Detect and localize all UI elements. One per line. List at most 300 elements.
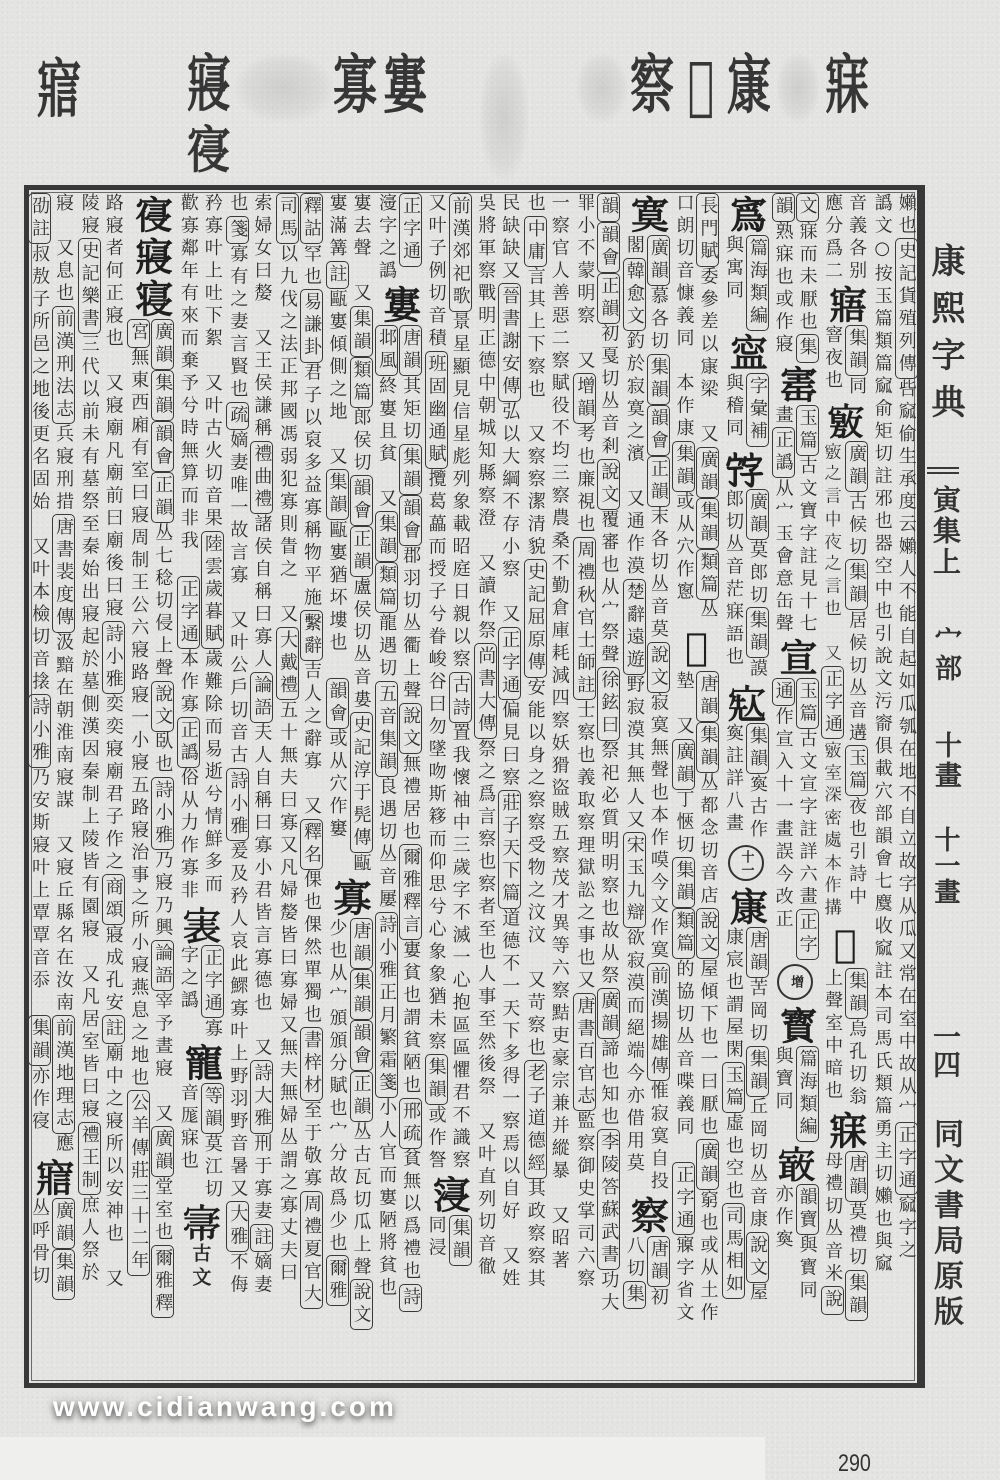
annotation-left-line: 畫正譌从宀玉會意缶聲 — [772, 404, 794, 636]
double-line-annotation — [821, 441, 868, 920]
double-line-annotation — [821, 193, 868, 283]
annotation-right-line: 唐韻其矩切集韻韻會郡羽切丛衢上聲說文無禮居也爾雅釋言寠貧也謂貧陋也邢疏貧無以爲禮也詩 — [399, 325, 422, 1312]
annotation-right-line: 韻寶與寳同 — [796, 1184, 819, 1303]
citation-box: 說文 — [350, 1279, 373, 1330]
seal-glyph: 寐 — [825, 49, 869, 124]
annotation-right-line: 長門賦委參差以㝩梁 又廣韻集韻類篇丛 — [696, 193, 719, 622]
headword: 寖 — [426, 1174, 472, 1213]
double-line-annotation — [276, 193, 323, 1309]
radical-label: 宀部 — [930, 625, 961, 683]
citation-box: 集韻 — [647, 354, 670, 405]
citation-box: 集 — [623, 1281, 646, 1310]
citation-box: 詩小雅 — [102, 621, 125, 695]
annotation-left-line: 濅字之譌 — [376, 193, 398, 283]
double-line-annotation — [722, 489, 769, 681]
annotation-right-line: 索婦女曰嫠 又王侯謙稱禮曲禮諸侯自稱曰寡人論語夫人自稱曰寡小君皆言寡德也 又詩大雅刑于寡妻註嫡妻 — [251, 193, 273, 1297]
citation-box: 集韻 — [696, 498, 719, 549]
double-line-annotation — [524, 193, 571, 1291]
citation-box: 正韻 — [647, 456, 670, 507]
text-column — [27, 193, 77, 1380]
citation-box: 集韻 — [696, 722, 719, 773]
citation-box: 集韻 — [845, 559, 868, 610]
citation-box: 正字通 — [821, 666, 844, 740]
double-line-annotation — [375, 193, 422, 283]
citation-box: 周禮夏官大 — [300, 1191, 323, 1310]
citation-box: 說文 — [746, 1232, 769, 1283]
double-line-annotation — [623, 235, 670, 1194]
annotation-left-line: 也箋寡有之妻言賢也疏嫡妻唯一故言寡 又叶公戶切音古詩小雅爰及矜人哀此鰥寡叶上野羽野音暑又大雅不侮 — [227, 193, 249, 1297]
annotation-right-line: 矜寡叶上吐下絮 又叶古火切音果陸雲歲暮賦歲難除而易逝兮情鮮多而 — [201, 193, 223, 897]
citation-box: 集韻 — [672, 857, 695, 908]
annotation-left-line: 同浸 — [425, 1214, 447, 1260]
annotation-left-line: 亦作寏 — [772, 1183, 794, 1251]
citation-box: 廣韻 — [746, 489, 769, 540]
double-line-annotation — [226, 193, 273, 1297]
citation-box: 玉篇 — [722, 1062, 745, 1113]
citation-box: 集韻 — [375, 511, 398, 562]
text-column — [572, 193, 622, 1380]
citation-box: 玉篇 — [796, 678, 819, 729]
citation-box: 正字通 — [399, 193, 422, 267]
citation-box: 說文 — [597, 459, 620, 510]
citation-box: 正韻 — [151, 472, 174, 523]
annotation-right-line: 玉篇古文寶字註見十七 — [796, 405, 819, 636]
citation-box: 前漢郊祀歌 — [449, 193, 472, 312]
text-column — [176, 193, 226, 1380]
double-line-annotation — [871, 193, 918, 1276]
headword: 𡫑 — [673, 624, 719, 669]
annotation-left-line: 音厖寐也 — [177, 1082, 199, 1173]
citation-box: 唐韻 — [647, 1236, 670, 1287]
annotation-right-line: 唐韻集韻丛都念切音店說文屋傾下也一曰厭也廣韻窮也或从土作 — [696, 671, 719, 1325]
bleed-through-ghost — [235, 54, 333, 122]
citation-box: 集韻 — [151, 370, 174, 421]
citation-box: 班固幽通賦 — [425, 351, 448, 470]
page-number: 290 — [838, 1450, 871, 1477]
double-line-annotation — [326, 193, 373, 876]
headword: 寠 — [376, 285, 422, 323]
citation-box: 篇海類編 — [796, 1046, 819, 1142]
text-column — [275, 193, 325, 1380]
annotation-right-line: 唐韻苦岡切集韻丘岡切丛音康說文屋 — [746, 927, 769, 1305]
citation-box: 周禮秋官士師註 — [573, 537, 596, 701]
double-line-annotation — [772, 678, 819, 960]
annotation-left-line: 八切集 — [623, 1236, 646, 1310]
seal-glyph: 寣 — [37, 53, 81, 128]
citation-box: 韻 — [597, 193, 620, 222]
citation-box: 正字通 — [895, 1122, 918, 1196]
double-line-annotation — [722, 723, 769, 842]
seal-glyph: 寠 — [383, 49, 427, 124]
annotation-right-line: 等韻莫江切 — [201, 1083, 224, 1202]
annotation-left-line: 司馬以九伐之法正邦國馮弱犯寡則眚之 又大戴禮五十無夫曰寡又凡婦嫠皆曰寡婦又無夫無婦丛謂之寡丈夫曰 — [276, 193, 299, 1309]
citation-box: 廣韻 — [151, 1126, 174, 1177]
text-column — [523, 193, 573, 1380]
text-column — [770, 193, 820, 1380]
annotation-left-line: 少也从宀頒頒分賦也宀分故爲少也爾雅 — [326, 918, 349, 1331]
annotation-left-line: 與寶同 — [772, 1045, 794, 1113]
citation-box: 說文 — [151, 681, 174, 732]
headword: 㝩 — [723, 887, 769, 925]
text-column — [76, 193, 126, 1380]
bleed-through-ghost — [480, 54, 528, 180]
publisher-label: 同文書局原版 — [928, 1118, 963, 1331]
citation-box: 爾雅 — [326, 1255, 349, 1306]
citation-box: 韻會 — [350, 475, 373, 526]
annotation-right-line: 集韻烏孔切翁 — [845, 968, 868, 1109]
citation-box: 唐書百官志 — [573, 993, 596, 1112]
citation-box: 增韻 — [573, 373, 596, 424]
annotation-left-line: 譌文○按玉篇類篇窳俞矩切註邪也器空中也引說文污窬俱載穴部韻會七麌收窳註本司馬氏類篇勇主切嬾也與窳 — [871, 193, 893, 1276]
citation-box: 韓愈文 — [623, 258, 646, 332]
citation-box: 集韻 — [845, 325, 868, 376]
site-watermark: www.cidianwang.com — [53, 1391, 397, 1422]
headword: 𡫀 — [822, 400, 868, 439]
citation-box: 正譌 — [772, 427, 795, 478]
seal-glyph: 察 — [630, 49, 674, 124]
citation-box: 註 — [250, 1224, 273, 1253]
marker-text: 增 — [788, 975, 804, 988]
citation-box: 大戴禮 — [276, 627, 299, 701]
annotation-right-line: 廣韻集韻韻會正韻丛七稔切侵上聲說文臥也詩小雅乃寢乃興論語宰予晝寢 又廣韻堂室也爾雅釋 — [151, 319, 174, 1318]
double-line-annotation — [78, 193, 125, 1291]
annotation-right-line: 玉篇古文宣字註詳六畫正字 — [796, 678, 819, 960]
double-line-annotation — [425, 193, 472, 1173]
citation-box: 正字 — [796, 909, 819, 960]
citation-box: 中庸 — [524, 216, 547, 267]
marker-text: 十一 — [738, 850, 754, 876]
citation-box: 韻 — [772, 193, 795, 222]
citation-box: 集韻 — [746, 607, 769, 658]
headword: 𡫐 — [822, 921, 868, 966]
citation-box: 箋 — [226, 216, 249, 245]
text-column — [820, 193, 870, 1380]
double-line-annotation — [772, 1184, 819, 1303]
citation-box: 註 — [102, 1015, 125, 1044]
annotation-right-line: 廣韻莫郎切集韻謨 — [746, 489, 769, 681]
double-line-annotation — [28, 193, 75, 1156]
annotation-right-line — [52, 1198, 75, 1300]
leaf-number: 一四 — [929, 1022, 962, 1078]
annotation-right-line: 文寐而未厭也集 — [796, 193, 819, 363]
citation-box: 廣韻 — [52, 1198, 75, 1249]
citation-box: 尚書大傳 — [474, 643, 497, 739]
double-line-annotation — [28, 1198, 75, 1300]
annotation-right-line — [449, 1215, 472, 1266]
headword: 寞 — [624, 195, 670, 233]
headword: 寍 — [723, 333, 769, 371]
citation-box: 集韻 — [845, 968, 868, 1019]
annotation-right-line: 釋詁罕也易謙卦君子以裒多益寡稱物平施繫辭吉人之辭寡 又釋名倮也倮然單獨也書梓材至于敬寡周禮夏官大 — [300, 193, 323, 1309]
citation-box: 史記淳于髡傳 — [350, 712, 373, 853]
citation-box: 韻會 — [350, 1020, 373, 1071]
citation-box: 說 — [821, 1286, 844, 1315]
annotation-right-line: 廣韻古候切集韻居候切丛音遘玉篇夜也引詩中 — [845, 441, 868, 920]
headword: 宣 — [773, 637, 819, 676]
annotation-left-line: 通作宣入十一畫誤今改正 — [772, 678, 795, 960]
citation-box: 邢疏 — [399, 1098, 422, 1149]
headword: 寢 — [128, 237, 174, 275]
citation-box: 長門賦 — [696, 193, 719, 267]
annotation-left-line: 罪小不蒙明察 又增韻考也廉視也周禮秋官士師註士察也義取察理獄訟之事也又唐書百官志監察御史掌司六察 — [574, 193, 596, 1291]
double-line-annotation — [772, 1046, 819, 1142]
annotation-left-line: 康宸也謂屋閑玉篇虛也空也司馬相如 — [722, 927, 745, 1305]
citation-box: 唐韻 — [845, 1151, 868, 1202]
citation-box: 史記屈原傳 — [524, 559, 547, 678]
double-line-annotation — [722, 927, 769, 1305]
citation-box: 廣韻 — [597, 988, 620, 1039]
annotation-left-line: 邶風終寠且貧 又集韻類篇龍遇切五音集韻良遇切丛音屢詩小雅正月繁霜箋小人官而寠陋將貧也 — [375, 325, 398, 1312]
citation-box: 正字通 — [177, 576, 200, 650]
stroke-count-label: 十一畫 — [930, 826, 960, 904]
citation-box: 韻寶 — [796, 1184, 819, 1235]
headword: 𡨲 — [178, 904, 224, 943]
citation-box: 類篇 — [672, 908, 695, 959]
annotation-right-line: 寠去聲 又集韻類篇郎侯切韻會正韻盧侯切丛音婁史記淳于髡傳甌 — [350, 193, 372, 876]
citation-box: 等韻 — [201, 1083, 224, 1134]
citation-box: 李陵答蘇武書 — [597, 1129, 620, 1270]
citation-box: 老子道德經 — [524, 1060, 547, 1179]
text-column — [622, 193, 672, 1380]
header-separator-rule — [927, 467, 959, 474]
double-line-annotation — [722, 373, 769, 447]
double-line-annotation — [375, 325, 422, 1312]
circled-section-marker — [728, 845, 764, 881]
citation-box: 正字通 — [201, 945, 224, 1019]
annotation-left-line: 寏註詳八畫 — [723, 722, 745, 835]
citation-box: 史記樂書 — [78, 238, 101, 334]
citation-box: 司馬 — [276, 193, 299, 244]
annotation-right-line: 唐韻莫禮切集韻 — [845, 1151, 868, 1321]
citation-box: 易謙卦 — [300, 289, 323, 363]
double-line-annotation — [772, 405, 819, 636]
double-line-annotation — [672, 193, 719, 622]
bleed-through-ghost — [777, 54, 819, 122]
citation-box: 字彙補 — [746, 373, 769, 447]
citation-box: 集韻 — [746, 1046, 769, 1097]
annotation-left-line: 丛呼骨切 — [29, 1198, 51, 1288]
annotation-right-line: 正字通寡 — [201, 945, 224, 1041]
citation-box: 楚辭遠遊 — [623, 579, 646, 675]
citation-box: 詩小雅正月繁霜箋 — [375, 912, 398, 1098]
citation-box: 劭註 — [28, 193, 51, 244]
annotation-left-line: 上聲室中暗也 — [822, 968, 844, 1103]
citation-box: 爾雅釋言 — [399, 844, 422, 940]
seal-glyph: 𡫑 — [687, 49, 715, 124]
annotation-left-line: 字之譌 — [177, 944, 199, 1012]
text-column — [671, 193, 721, 1380]
citation-box: 詩小雅 — [151, 777, 174, 851]
citation-box: 韻會 — [647, 405, 670, 456]
text-column — [423, 193, 473, 1380]
citation-box: 韻會 — [399, 495, 422, 546]
citation-box: 集韻 — [350, 306, 373, 357]
headword: 𡪯 — [773, 1143, 819, 1182]
headword: 𡨦 — [178, 1203, 224, 1241]
citation-box: 前漢刑法志 — [52, 306, 75, 425]
citation-box: 莊子天下篇 — [498, 790, 521, 909]
citation-box: 篇海類編 — [746, 235, 769, 331]
headword: 𡨸 — [723, 448, 769, 487]
citation-box: 集韻 — [449, 1215, 472, 1266]
annotation-left-line: 閣韓愈文釣於寂寞之濱 又通作漠楚辭遠遊野寂漠其無人又宋玉九辯欲寂漠而絕端今亦借用莫 — [623, 235, 645, 1176]
annotation-right-line: 民缺缺又晉書謝安傳弘以大綱不存小察 又正字通偏見曰察莊子天下篇道德不一天下多得一察焉以自好 又姓 — [499, 193, 521, 1291]
citation-box: 類篇 — [375, 562, 398, 613]
annotation-right-line: 廣韻慕各切集韻韻會正韻末各切丛音莫說文寂寞無聲也本作嗼今文作寞前漢揚雄傳惟寂寞自投 — [647, 235, 670, 1194]
annotation-right-line: 嬾也史記貨殖列傳呰窳偷生承度云嬾人不能自起如瓜瓠在地不自立故字从瓜又常在室中故从宀正字通窳字之 — [895, 193, 917, 1263]
double-line-annotation — [177, 945, 224, 1041]
annotation-right-line — [399, 193, 422, 283]
citation-box: 司馬相如 — [722, 1203, 745, 1299]
headword: 寵 — [178, 1042, 224, 1081]
annotation-left-line: 墊 又廣韻丁愜切集韻類篇的協切丛音喋義同 正字通寱字省文 — [673, 671, 695, 1325]
double-line-annotation — [672, 671, 719, 1325]
citation-box: 廣韻 — [647, 235, 670, 286]
citation-box: 唐書裴度傳 — [52, 514, 75, 633]
annotation-right-line: 唐韻初 — [647, 1236, 670, 1310]
double-line-annotation — [722, 235, 769, 331]
citation-box: 爾雅釋 — [151, 1245, 174, 1319]
citation-box: 詩小雅 — [226, 768, 249, 842]
annotation-left-line: 郎切丛音茫寐語也 — [723, 488, 745, 669]
citation-box: 正韻 — [597, 273, 620, 324]
bleed-through-ghost — [577, 54, 627, 122]
annotation-left-line: 歡寡鄰年有來而棄予兮時無算而非我 正字通本作寡正譌俗从力作寡非 — [177, 193, 199, 903]
headword: 寐 — [822, 1111, 868, 1149]
double-line-annotation — [821, 968, 868, 1109]
citation-box: 五音集韻 — [375, 681, 398, 777]
citation-box: 禮王制 — [78, 1122, 101, 1196]
citation-box: 集韻 — [845, 1270, 868, 1321]
annotation-left-line: 劭註叔敖子所邑之地後更名固始 又叶本檢切音搇詩小雅乃安斯寢叶上覃覃音忝 集韻亦作寑 — [28, 193, 51, 1156]
double-line-annotation — [772, 193, 819, 363]
citation-box: 前漢揚雄傳 — [647, 963, 670, 1082]
citation-box: 唐韻 — [696, 671, 719, 722]
double-line-annotation — [821, 1151, 868, 1321]
seal-glyph: 寡 — [333, 49, 377, 124]
headword: 察 — [624, 1195, 670, 1234]
citation-box: 正字通 — [498, 627, 521, 701]
citation-box: 繫辭 — [300, 610, 323, 661]
seal-glyph: 㝩 — [727, 49, 771, 124]
citation-box: 集韻 — [672, 441, 695, 492]
annotation-left-line: 吳將軍察戰明正德中朝城知縣察澄 又讀作祭尚書大傳祭之爲言察也察者至也人事至然後祭 又叶直列切音徹 — [475, 193, 497, 1279]
book-title: 康熙字典 — [925, 243, 965, 431]
citation-box: 玉篇 — [845, 745, 868, 796]
citation-box: 釋名 — [300, 819, 323, 870]
citation-box: 論語 — [151, 940, 174, 991]
citation-box: 集韻 — [399, 444, 422, 495]
citation-box: 正譌 — [177, 717, 200, 768]
citation-box: 正韻 — [350, 1071, 373, 1122]
citation-box: 疏 — [226, 402, 249, 431]
annotation-left-line: 窨夜也 — [822, 325, 844, 393]
headword: 寣 — [29, 1158, 75, 1196]
annotation-left-line: 陵寢史記樂書三代以前未有墓祭至秦始出寢起於墓側漢因秦制上陵皆有園寢 又凡居室皆曰寢禮王制庶人祭於 — [78, 193, 100, 1285]
annotation-left-line: 也中庸言其上下察也 又察察潔清貌史記屈原傳安能以身之察察受物之汶汶 又苛察也老子道德經其政察察其 — [524, 193, 546, 1291]
citation-box: 公羊傳莊三十二年 — [127, 1090, 150, 1276]
annotation-right-line: 集韻寏古作 — [746, 723, 769, 842]
annotation-right-line — [746, 373, 769, 447]
scan-bottom-strip — [0, 1437, 765, 1480]
citation-box: 宮 — [127, 319, 150, 348]
citation-box: 類篇 — [696, 549, 719, 600]
text-column — [324, 193, 374, 1380]
citation-box: 文 — [796, 193, 819, 222]
headword: 寝 — [128, 279, 174, 317]
stroke-count-label: 十畫 — [930, 731, 961, 791]
annotation-left-line: 寠滿篝註甌寠傾側之地 又集韻甌寠猶坏塿也 韻會或从穴作窶 — [326, 193, 348, 841]
citation-box: 宋玉九辯 — [623, 832, 646, 928]
citation-box: 正韻 — [350, 526, 373, 577]
annotation-right-line — [796, 1046, 819, 1142]
annotation-left-line: 與稽同 — [723, 373, 745, 441]
annotation-right-line: 寢 又息也前漢刑法志兵寢刑措唐書裴度傳汲黯在朝淮南寢謀 又寢丘縣名在汝南前漢地理志應 — [53, 193, 75, 1156]
citation-box: 集韻 — [350, 969, 373, 1020]
citation-box: 論語 — [250, 672, 273, 723]
citation-box: 廣韻 — [845, 441, 868, 492]
double-line-annotation — [623, 1236, 670, 1310]
citation-box: 商頌 — [102, 874, 125, 925]
annotation-right-line: 集韻同 — [845, 325, 868, 399]
double-line-annotation — [425, 1215, 472, 1266]
annotation-left-line: 韻熟寐也或作寢 — [772, 193, 795, 363]
double-line-annotation — [326, 918, 373, 1331]
citation-box: 廣韻 — [696, 1139, 719, 1190]
citation-box: 集韻 — [52, 1249, 75, 1300]
seal-glyph: 寑 — [187, 121, 231, 181]
citation-box: 韻會 — [151, 421, 174, 472]
headword: 寳 — [773, 1005, 819, 1044]
annotation-left-line: 母禮切丛音米說 — [821, 1151, 844, 1321]
annotation-right-line: 一察官人善惡二察賦役不均三察農桑不勤倉庫耗減四察妖猾盜賊五察茂才異等六察黠吏豪宗兼并縱暴 又昭著 — [548, 193, 570, 1273]
text-column — [869, 193, 919, 1380]
text-column — [126, 193, 176, 1380]
citation-box: 集韻 — [326, 469, 349, 520]
citation-box: 說文 — [399, 703, 422, 754]
citation-box: 註 — [326, 261, 349, 290]
double-line-annotation — [177, 1083, 224, 1202]
citation-box: 廣韻 — [696, 447, 719, 498]
dictionary-body-columns — [27, 193, 919, 1380]
citation-box: 集韻 — [28, 1015, 51, 1066]
seal-glyph: 寢 — [187, 49, 231, 121]
double-line-annotation — [474, 193, 521, 1291]
annotation-right-line — [746, 235, 769, 331]
citation-box: 詩 — [399, 1284, 422, 1313]
headword: 寑 — [128, 195, 174, 233]
annotation-left-line: 又叶子例切音積班固幽通賦攬葛藟而授子兮眷峻谷曰勿墜吻斯簃而仰思兮心象象猶未察集韻或作詧 — [425, 193, 447, 1173]
citation-box: 玉篇 — [796, 405, 819, 456]
citation-box: 邶風 — [375, 325, 398, 376]
citation-box: 唐韻 — [399, 325, 422, 376]
annotation-right-line: 韻韻會正韻初戛切丛音剎說文覆審也从宀祭聲徐鉉曰祭祀必質明明察也故从祭廣韻諦也知也李陵答蘇武書功大 — [597, 193, 620, 1315]
circled-section-marker — [777, 964, 813, 1000]
annotation-left-line: 應分爲二 — [822, 193, 844, 283]
citation-box: 廣韻 — [151, 319, 174, 370]
double-line-annotation — [127, 319, 174, 1318]
citation-box: 陸雲歲暮賦 — [201, 531, 224, 650]
headword: 寚 — [773, 364, 819, 403]
double-line-annotation — [177, 193, 224, 903]
citation-box: 集 — [796, 334, 819, 363]
text-column — [374, 193, 424, 1380]
citation-box: 古詩 — [449, 672, 472, 723]
citation-box: 韻會 — [326, 678, 349, 729]
citation-box: 史記貨殖列傳 — [895, 238, 918, 379]
annotation-left-line: 與寓同 — [723, 235, 745, 303]
annotation-left-line: 口朗切音慷義同 本作康集韻或从穴作窻 — [673, 193, 695, 604]
